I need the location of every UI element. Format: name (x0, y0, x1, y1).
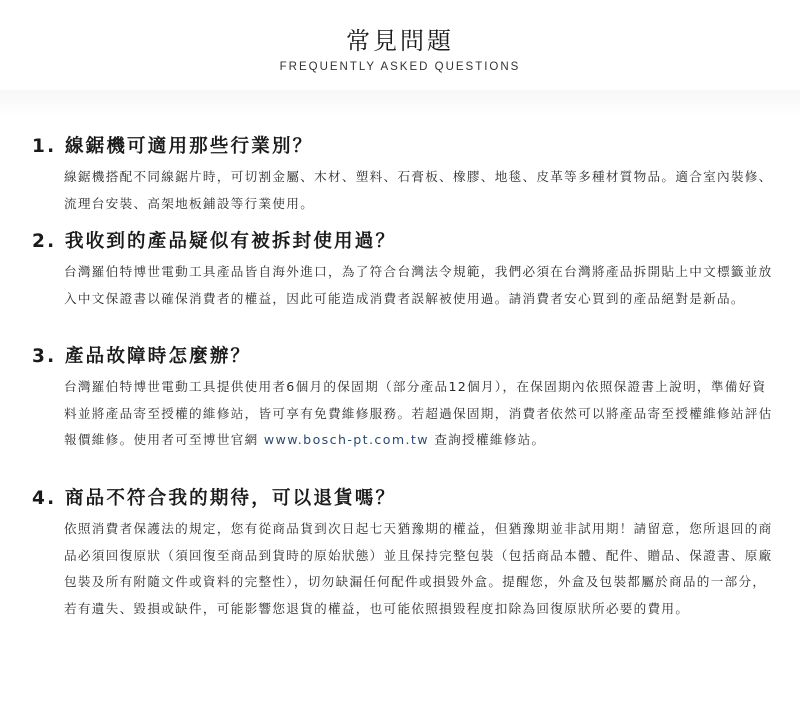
faq-item-2 (32, 229, 772, 312)
bosch-website-link[interactable]: www.bosch-pt.com.tw (263, 432, 429, 448)
faq-answer: 台灣羅伯特博世電動工具產品皆自海外進口，為了符合台灣法令規範，我們必須在台灣將產品拆開貼上中文標籤並放入中文保證書以確保消費者的權益，因此可能造成消費者誤解被使用過。請消費者安心買到的產品絕對是新品。 (64, 264, 773, 306)
faq-question: 1. 線鋸機可適用那些行業別？ (32, 136, 314, 157)
faq-item-4 (32, 486, 772, 623)
header-divider-shadow (0, 90, 800, 116)
faq-item-3 (32, 344, 772, 454)
faq-question: 2. 我收到的產品疑似有被拆封使用過？ (32, 231, 397, 252)
faq-answer: 依照消費者保護法的規定，您有從商品貨到次日起七天猶豫期的權益，但猶豫期並非試用期！請留意，您所退回的商品必須回復原狀（須回復至商品到貨時的原始狀態）並且保持完整包裝（包括商品本體、配件、贈品、保證書、原廠包裝及所有附隨文件或資料的完整性），切勿缺漏任何配件或損毀外盒。提醒您，外盒及包裝都屬於商品的一部分，若有遺失、毀損或缺件，可能影響您退貨的權益，也可能依照損毀程度扣除為回復原狀所必要的費用。 (64, 521, 773, 617)
page-subtitle: FREQUENTLY ASKED QUESTIONS (279, 61, 521, 73)
page-header (0, 0, 800, 100)
faq-question: 3. 產品故障時怎麼辦？ (32, 346, 252, 367)
faq-answer: 線鋸機搭配不同線鋸片時，可切割金屬、木材、塑料、石膏板、橡膠、地毯、皮革等多種材質物品。適合室內裝修、流理台安裝、高架地板鋪設等行業使用。 (64, 169, 773, 211)
faq-answer-text: 台灣羅伯特博世電動工具提供使用者6個月的保固期（部分產品12個月），在保固期內依照保證書上說明，準備好資料並將產品寄至授權的維修站，皆可享有免費維修服務。若超過保固期，消費者依然可以將產品寄至授權維修站評估報價維修。使用者可至博世官網 (64, 379, 773, 448)
faq-answer-text: 查詢授權維修站。 (428, 432, 546, 448)
faq-answer (64, 374, 776, 454)
faq-item-1 (32, 134, 772, 217)
page-title: 常見問題 (346, 27, 454, 55)
faq-question: 4. 商品不符合我的期待，可以退貨嗎？ (32, 488, 397, 509)
